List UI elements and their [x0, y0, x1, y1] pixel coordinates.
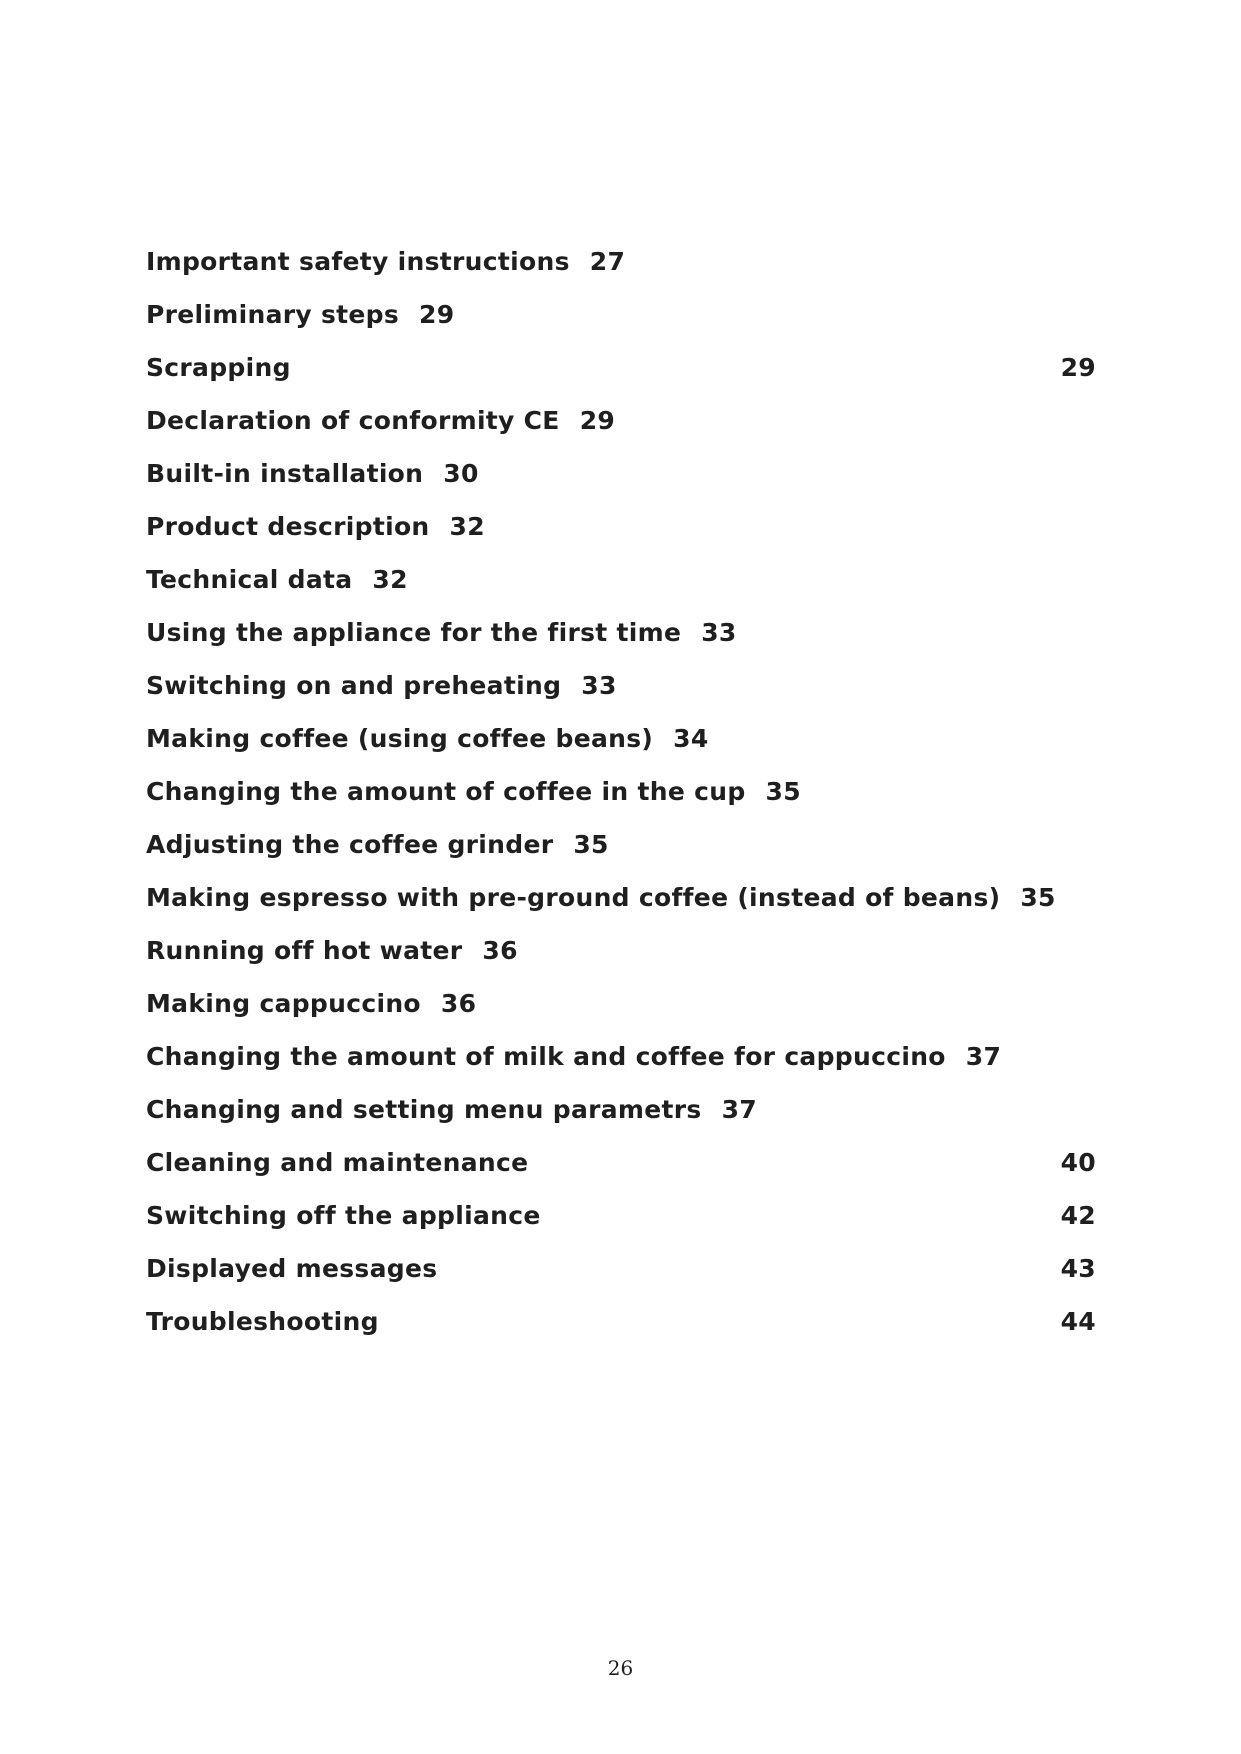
- toc-entry-page: 44: [1060, 1307, 1096, 1336]
- toc-entry-page: 29: [579, 406, 616, 435]
- toc-entry-title: Product description: [146, 512, 430, 541]
- toc-entry-title: Troubleshooting: [146, 1307, 379, 1336]
- toc-entry[interactable]: [146, 1201, 1096, 1254]
- toc-entry-page: 35: [765, 777, 801, 806]
- toc-entry-page: 27: [589, 247, 626, 276]
- toc-entry-title: Declaration of conformity CE: [146, 406, 560, 435]
- toc-entry[interactable]: [146, 989, 1096, 1042]
- toc-entry[interactable]: [146, 353, 1096, 406]
- toc-entry[interactable]: [146, 565, 1096, 618]
- toc-entry-page: 42: [1060, 1201, 1096, 1230]
- toc-entry-title: Changing the amount of milk and coffee for cappuccino: [146, 1042, 946, 1071]
- toc-entry-page: 37: [965, 1042, 1002, 1071]
- toc-entry-page: 36: [482, 936, 518, 965]
- toc-entry[interactable]: [146, 830, 1096, 883]
- toc-entry[interactable]: [146, 1307, 1096, 1360]
- toc-entry[interactable]: [146, 512, 1096, 565]
- toc-entry[interactable]: [146, 406, 1096, 459]
- toc-entry-title: Built-in installation: [146, 459, 424, 488]
- toc-entry[interactable]: [146, 618, 1096, 671]
- toc-entry-title: Making espresso with pre-ground coffee (instead of beans): [146, 883, 1001, 912]
- toc-entry-page: 29: [1060, 353, 1096, 382]
- toc-entry[interactable]: [146, 459, 1096, 512]
- toc-entry[interactable]: [146, 777, 1096, 830]
- toc-entry-page: 43: [1060, 1254, 1096, 1283]
- page-number: 26: [607, 1656, 634, 1680]
- toc-entry[interactable]: [146, 671, 1096, 724]
- toc-entry-title: Important safety instructions: [146, 247, 570, 276]
- toc-entry[interactable]: [146, 300, 1096, 353]
- toc-entry-page: 32: [372, 565, 408, 594]
- toc-entry[interactable]: [146, 1042, 1096, 1095]
- toc-entry[interactable]: [146, 1095, 1096, 1148]
- toc-entry-page: 35: [573, 830, 609, 859]
- toc-entry-page: 36: [440, 989, 477, 1018]
- toc-entry-page: 29: [419, 300, 455, 329]
- toc-entry-page: 30: [443, 459, 479, 488]
- toc-entry-page: 37: [721, 1095, 757, 1124]
- toc-entry-page: 35: [1020, 883, 1056, 912]
- toc-entry[interactable]: [146, 1254, 1096, 1307]
- toc-entry-page: 33: [701, 618, 737, 647]
- toc-entry-title: Displayed messages: [146, 1254, 438, 1283]
- table-of-contents: [146, 247, 1096, 1360]
- toc-entry-title: Switching off the appliance: [146, 1201, 541, 1230]
- toc-entry-page: 40: [1060, 1148, 1096, 1177]
- toc-entry-title: Making cappuccino: [146, 989, 421, 1018]
- toc-entry[interactable]: [146, 1148, 1096, 1201]
- toc-entry-title: Changing and setting menu parametrs: [146, 1095, 702, 1124]
- toc-entry-page: 34: [673, 724, 709, 753]
- toc-entry-title: Using the appliance for the first time: [146, 618, 682, 647]
- toc-entry-title: Switching on and preheating: [146, 671, 562, 700]
- toc-entry[interactable]: [146, 247, 1096, 300]
- toc-entry[interactable]: [146, 724, 1096, 777]
- toc-entry-title: Technical data: [146, 565, 353, 594]
- toc-entry-title: Cleaning and maintenance: [146, 1148, 529, 1177]
- toc-entry[interactable]: [146, 936, 1096, 989]
- toc-entry-title: Making coffee (using coffee beans): [146, 724, 654, 753]
- toc-entry-title: Preliminary steps: [146, 300, 400, 329]
- toc-entry-title: Changing the amount of coffee in the cup: [146, 777, 746, 806]
- toc-entry-page: 32: [449, 512, 485, 541]
- toc-entry-title: Adjusting the coffee grinder: [146, 830, 554, 859]
- toc-entry-page: 33: [581, 671, 617, 700]
- toc-entry-title: Scrapping: [146, 353, 291, 382]
- toc-entry-title: Running off hot water: [146, 936, 463, 965]
- toc-entry[interactable]: [146, 883, 1096, 936]
